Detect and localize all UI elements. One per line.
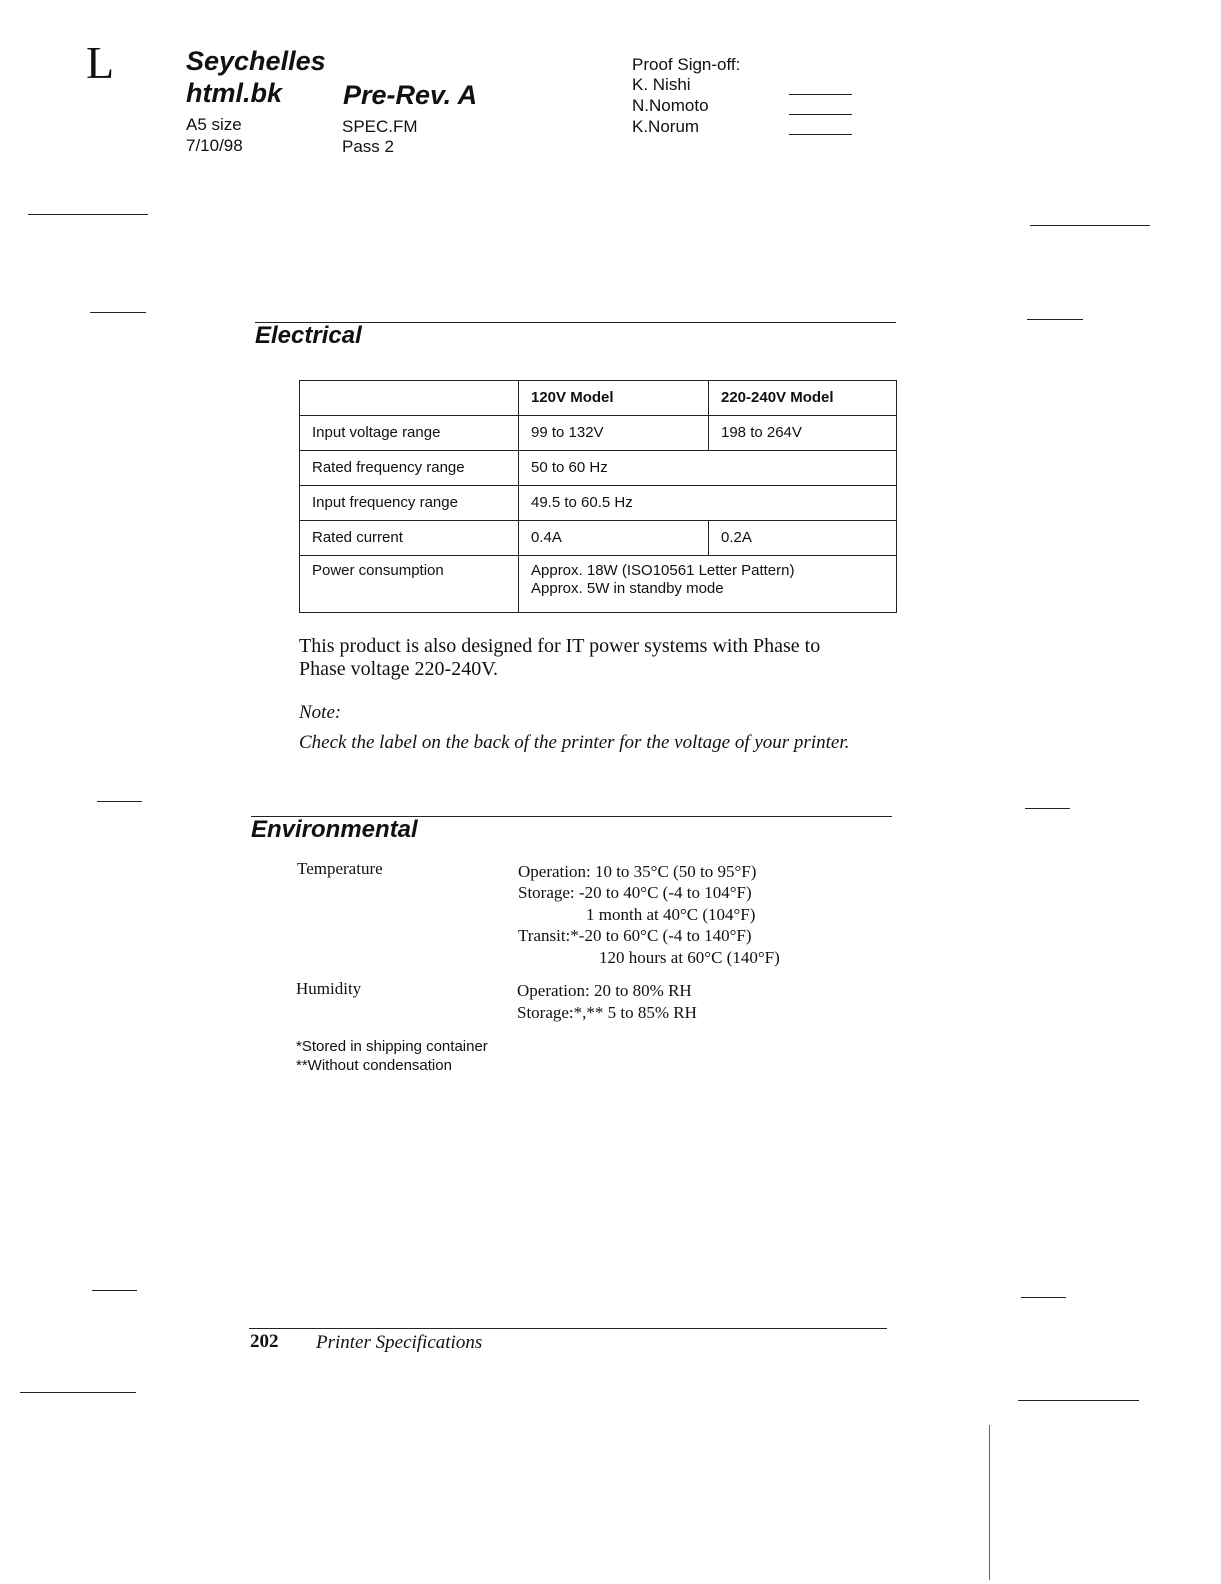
table-header-row xyxy=(300,381,897,416)
page-number: 202 xyxy=(250,1331,279,1352)
row-label: Input frequency range xyxy=(300,486,519,521)
row-label: Input voltage range xyxy=(300,416,519,451)
book-name: Seychelles xyxy=(186,46,326,76)
crop-mark xyxy=(20,1392,136,1393)
section-title-environmental: Environmental xyxy=(251,816,418,843)
crop-mark xyxy=(90,312,146,313)
temperature-line: Operation: 10 to 35°C (50 to 95°F) xyxy=(518,862,757,881)
row-label: Power consumption xyxy=(300,556,519,613)
humidity-line: Operation: 20 to 80% RH xyxy=(517,981,692,1000)
crop-mark xyxy=(989,1425,990,1580)
page-size: A5 size xyxy=(186,115,242,134)
signoff-name: K.Norum xyxy=(632,117,700,136)
temperature-label: Temperature xyxy=(297,859,383,878)
table-header-cell xyxy=(300,381,519,416)
chapter-title: Printer Specifications xyxy=(316,1332,483,1353)
body-paragraph-line: Phase voltage 220-240V. xyxy=(299,658,499,680)
table-row xyxy=(300,486,897,521)
row-label: Rated current xyxy=(300,521,519,556)
footer-rule xyxy=(249,1328,887,1329)
cell-shared: 50 to 60 Hz xyxy=(519,451,897,486)
table-row xyxy=(300,451,897,486)
crop-mark xyxy=(1030,225,1150,226)
body-paragraph-line: This product is also designed for IT power systems with Phase to xyxy=(299,635,821,657)
crop-mark xyxy=(28,214,148,215)
crop-mark xyxy=(1021,1297,1066,1298)
note-text: Check the label on the back of the printer for the voltage of your printer. xyxy=(299,732,850,753)
crop-mark xyxy=(1018,1400,1139,1401)
cell-shared xyxy=(519,556,897,613)
cell-120v: 99 to 132V xyxy=(519,416,709,451)
humidity-label: Humidity xyxy=(296,979,362,998)
note-label: Note: xyxy=(299,702,342,723)
table-header-cell: 220-240V Model xyxy=(709,381,897,416)
crop-mark xyxy=(92,1290,137,1291)
electrical-spec-table xyxy=(299,380,897,613)
power-line: Approx. 18W (ISO10561 Letter Pattern) xyxy=(531,562,795,579)
crop-mark xyxy=(1025,808,1070,809)
table-row xyxy=(300,556,897,613)
crop-mark xyxy=(1027,319,1083,320)
temperature-line: 1 month at 40°C (104°F) xyxy=(586,905,756,924)
signoff-name: K. Nishi xyxy=(632,75,691,94)
footnote: *Stored in shipping container xyxy=(296,1038,488,1055)
print-date: 7/10/98 xyxy=(186,136,243,155)
corner-mark: L xyxy=(86,37,115,88)
signoff-name: N.Nomoto xyxy=(632,96,709,115)
humidity-line: Storage:*,** 5 to 85% RH xyxy=(517,1003,697,1022)
signoff-title: Proof Sign-off: xyxy=(632,55,741,74)
signoff-line xyxy=(789,94,852,95)
revision-label: Pre-Rev. A xyxy=(343,80,478,110)
power-line: Approx. 5W in standby mode xyxy=(531,580,724,597)
table-row xyxy=(300,521,897,556)
footnote: **Without condensation xyxy=(296,1057,452,1074)
temperature-line: Storage: -20 to 40°C (-4 to 104°F) xyxy=(518,883,752,902)
cell-120v: 0.4A xyxy=(519,521,709,556)
source-file: SPEC.FM xyxy=(342,117,418,136)
temperature-line: Transit:*-20 to 60°C (-4 to 140°F) xyxy=(518,926,752,945)
section-title-electrical: Electrical xyxy=(255,322,362,349)
pass-label: Pass 2 xyxy=(342,137,394,156)
cell-shared: 49.5 to 60.5 Hz xyxy=(519,486,897,521)
temperature-line: 120 hours at 60°C (140°F) xyxy=(599,948,780,967)
cell-220v: 0.2A xyxy=(709,521,897,556)
table-row xyxy=(300,416,897,451)
table-header-cell: 120V Model xyxy=(519,381,709,416)
signoff-line xyxy=(789,134,852,135)
row-label: Rated frequency range xyxy=(300,451,519,486)
cell-220v: 198 to 264V xyxy=(709,416,897,451)
book-file: html.bk xyxy=(186,78,283,108)
signoff-line xyxy=(789,114,852,115)
crop-mark xyxy=(97,801,142,802)
